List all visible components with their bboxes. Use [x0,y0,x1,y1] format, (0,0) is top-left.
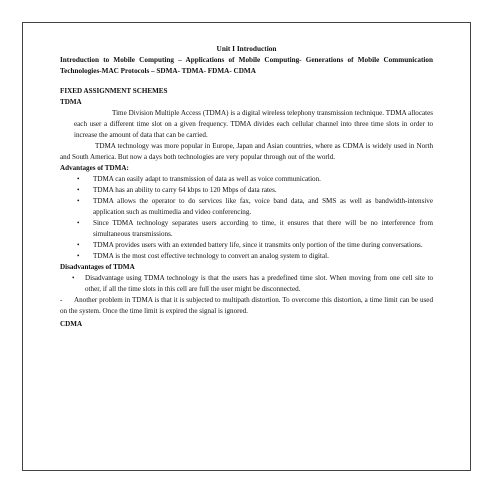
section-title: FIXED ASSIGNMENT SCHEMES [60,86,168,95]
bullet-icon: • [77,174,80,183]
cdma-heading: CDMA [60,319,83,328]
tdma-paragraph-1: Time Division Multiple Access (TDMA) is a digital wireless telephony transmission technique. TDMA allocates each user a different time slot on a given frequency. TDMA divides each cellular channel into three time slots in order to increase the amount of data that can be carried. [74,108,433,139]
list-item: • TDMA has an ability to carry 64 kbps to 120 Mbps of data rates. [77,185,277,194]
bullet-icon: • [77,185,80,194]
list-item: • TDMA is the most cost effective technology to convert an analog system to digital. [77,251,329,260]
disadvantages-list [60,273,433,295]
tdma-paragraph-2: TDMA technology was more popular in Europe, Japan and Asian countries, where as CDMA is widely used in North and South America. But now a days both technologies are very popular through out of the world. [60,141,433,161]
bullet-icon: • [72,273,75,282]
bullet-icon: • [77,240,80,249]
multipath-paragraph: - Another problem in TDMA is that it is subjected to multipath distortion. To overcome this distortion, a time limit can be used on the system. Once the time limit is expired the signal is ignored. [60,295,433,315]
unit-intro: Introduction to Mobile Computing – Applications of Mobile Computing- Generations of Mobile Communication Technologies-MAC Protocols – SDMA- TDMA- FDMA- CDMA [60,56,433,76]
bullet-icon: • [77,218,80,227]
dash-icon: - [60,295,63,304]
bullet-icon: • [77,251,80,260]
advantages-heading: Advantages of TDMA: [60,163,129,172]
tdma-heading: TDMA [60,97,82,106]
advantages-list [60,174,433,262]
bullet-icon: • [77,196,80,205]
disadvantages-heading: Disadvantages of TDMA [60,262,135,271]
list-item: • TDMA allows the operator to do services like fax, voice band data, and SMS as well as bandwidth-intensive application such as multimedia and video conferencing. [77,196,433,216]
unit-title: Unit I Introduction [216,44,277,53]
list-item: • Disadvantage using TDMA technology is that the users has a predefined time slot. When moving from one cell site to other, if all the time slots in this cell are full the user might be disconnected. [72,273,433,293]
list-item: • TDMA can easily adapt to transmission of data as well as voice communication. [77,174,321,183]
list-item: • Since TDMA technology separates users according to time, it ensures that there will be no interference from simultaneous transmissions. [77,218,433,238]
document-page [22,22,471,471]
list-item: • TDMA provides users with an extended battery life, since it transmits only portion of the time during conversations. [77,240,423,249]
